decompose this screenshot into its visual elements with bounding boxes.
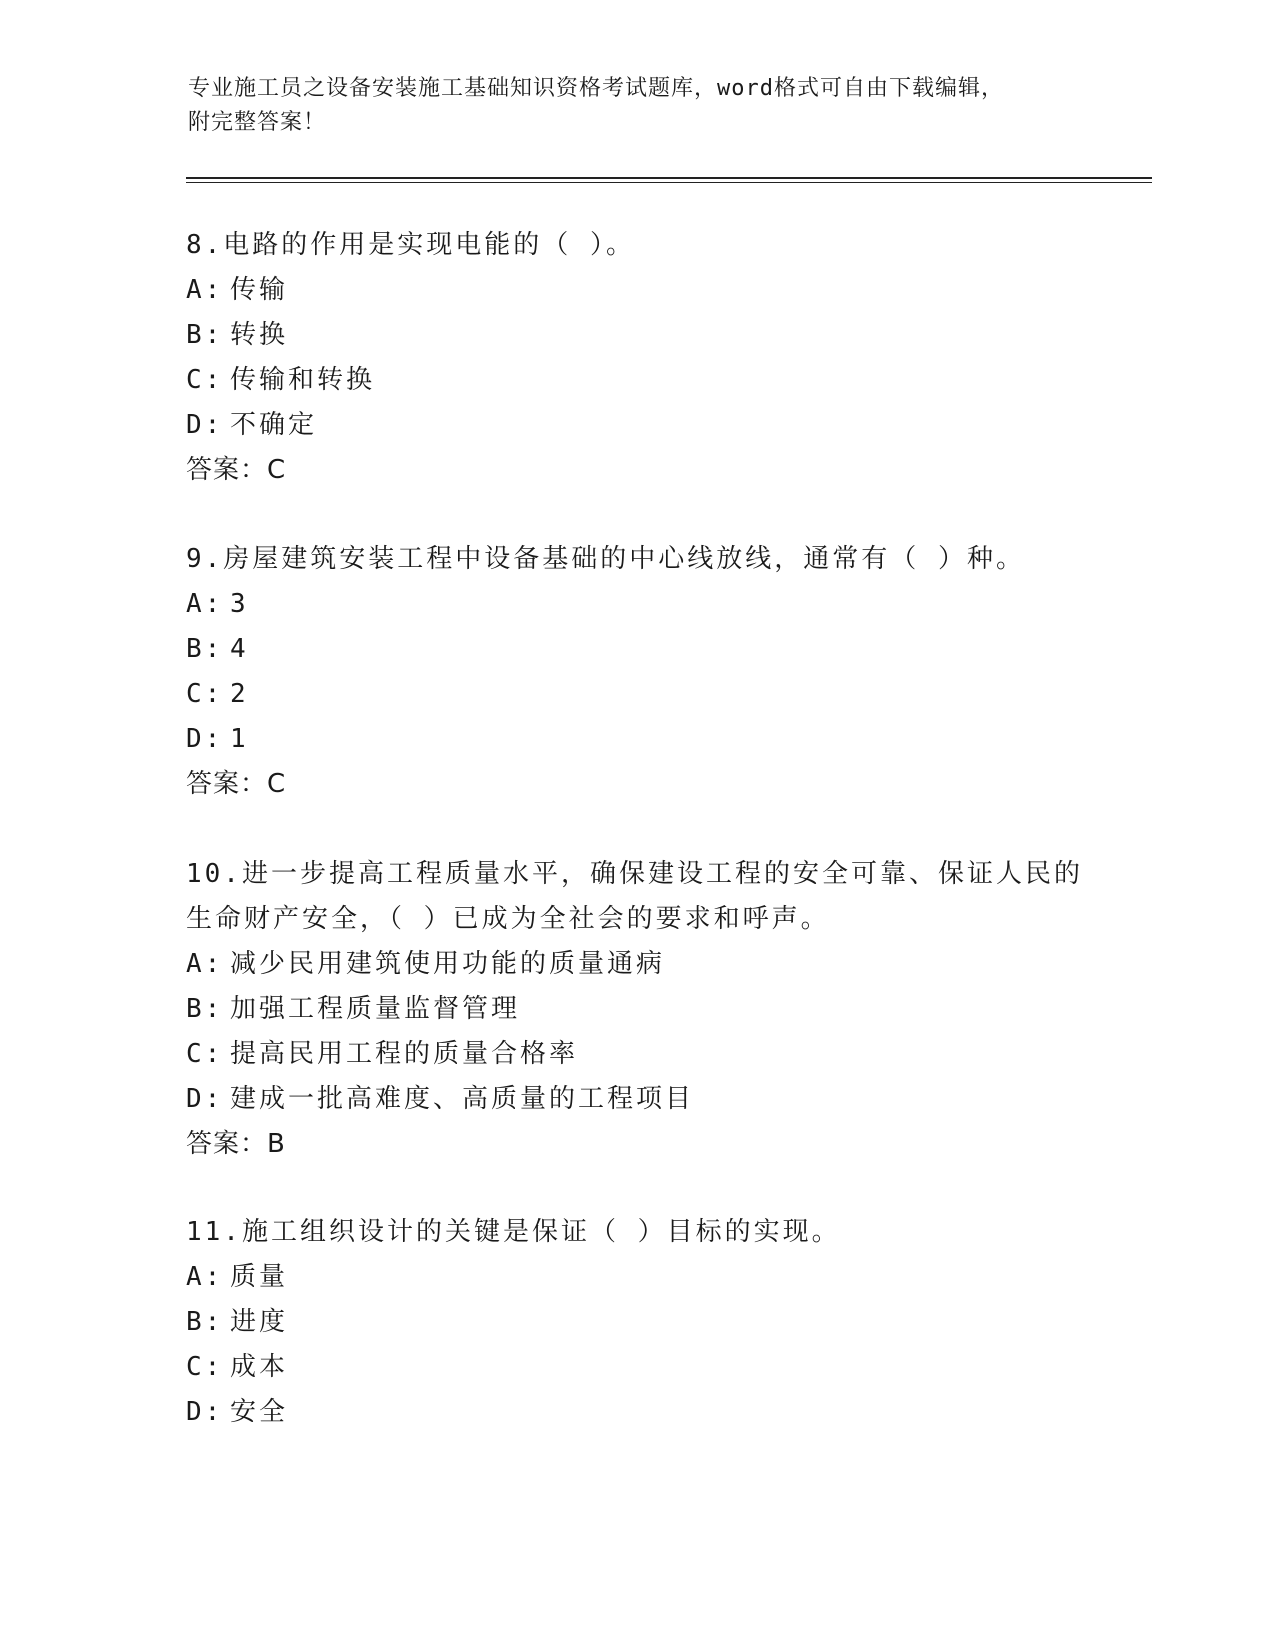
option-text: 进度 [230,1307,289,1337]
option-letter: C: [186,679,224,709]
option-text: 加强工程质量监督管理 [230,994,521,1024]
option-text: 3 [230,589,249,619]
option-letter: A: [186,949,224,979]
option-letter: B: [186,320,224,350]
option-text: 4 [230,634,249,664]
option-c [186,1345,1086,1390]
option-b [186,987,1086,1032]
option-text: 1 [230,724,249,754]
option-c [186,358,1086,403]
option-text: 传输和转换 [230,365,376,395]
option-letter: C: [186,1352,224,1382]
answer-line: 答案：C [186,769,287,799]
option-text: 减少民用建筑使用功能的质量通病 [230,949,666,979]
header-line-1: 专业施工员之设备安装施工基础知识资格考试题库，word格式可自由下载编辑， [188,76,1004,101]
question-8 [186,223,1086,493]
question-9 [186,537,1086,807]
option-text: 转换 [230,320,289,350]
option-letter: B: [186,994,224,1024]
option-d [186,717,1086,762]
option-letter: C: [186,1039,224,1069]
option-text: 质量 [230,1262,289,1292]
option-text: 建成一批高难度、高质量的工程项目 [230,1084,695,1114]
option-text: 2 [230,679,249,709]
option-letter: A: [186,1262,224,1292]
option-a [186,1255,1086,1300]
option-letter: C: [186,365,224,395]
question-stem-continued: 生命财产安全，（ ）已成为全社会的要求和呼声。 [186,904,830,934]
option-letter: B: [186,634,224,664]
option-letter: D: [186,1084,224,1114]
question-stem: 8.电路的作用是实现电能的（ ）。 [186,230,635,260]
option-c [186,672,1086,717]
answer-line: 答案：B [186,1129,286,1159]
option-letter: B: [186,1307,224,1337]
question-stem: 11.施工组织设计的关键是保证（ ）目标的实现。 [186,1217,841,1247]
question-stem: 9.房屋建筑安装工程中设备基础的中心线放线，通常有（ ）种。 [186,544,1025,574]
option-letter: D: [186,410,224,440]
option-text: 提高民用工程的质量合格率 [230,1039,579,1069]
option-letter: A: [186,275,224,305]
option-letter: A: [186,589,224,619]
header-divider-thin [186,182,1152,183]
option-text: 安全 [230,1397,289,1427]
option-text: 传输 [230,275,289,305]
question-11 [186,1210,1086,1435]
option-d [186,403,1086,448]
option-a [186,942,1086,987]
option-a [186,268,1086,313]
question-stem: 10.进一步提高工程质量水平，确保建设工程的安全可靠、保证人民的 [186,859,1083,889]
option-letter: D: [186,1397,224,1427]
option-letter: D: [186,724,224,754]
header-divider-thick [186,177,1152,179]
option-text: 不确定 [230,410,318,440]
answer-line: 答案：C [186,455,287,485]
option-a [186,582,1086,627]
option-text: 成本 [230,1352,289,1382]
option-d [186,1390,1086,1435]
option-b [186,627,1086,672]
option-b [186,1300,1086,1345]
header-line-2: 附完整答案！ [188,110,327,135]
option-b [186,313,1086,358]
option-d [186,1077,1086,1122]
question-10 [186,852,1086,1167]
document-header [188,72,1068,140]
option-c [186,1032,1086,1077]
